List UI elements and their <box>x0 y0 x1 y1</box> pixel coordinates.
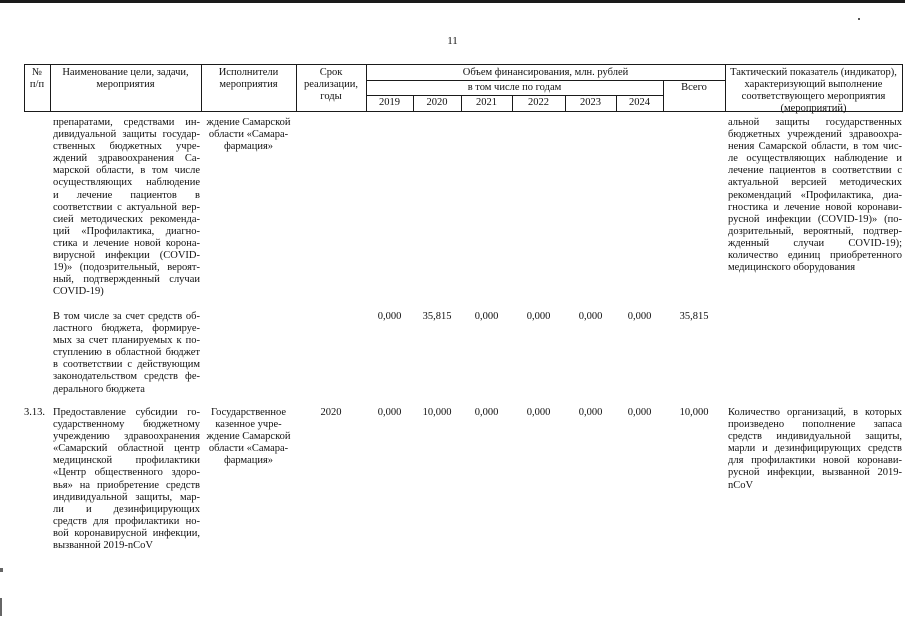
row3-name: Предоставление субсидии го- сударственному бюджетному учреждению здравоохранения «Самарский областной центр медицинской профилактики «Центр общественного здоро- вья» на приобретение средств индивидуальной защиты, мар- ли и дезинфицирующих средств для профилактики но- вой коронавирусной инфекции, вызванной 2019-nCoV <box>53 407 200 552</box>
years-subline <box>366 95 663 96</box>
header-by-year: в том числе по годам <box>467 82 562 93</box>
row3-num: 3.13. <box>24 407 45 418</box>
header-name: Наименование цели, задачи, мероприятия <box>62 67 189 90</box>
header-indicator: Тактический показатель (индикатор), характеризующий выполнение соответствующего мероприятия (мероприятий) <box>730 67 897 114</box>
row3-executors: Государственное казенное учре- ждение Самарской области «Самара- фармация» <box>206 407 291 467</box>
header-period: Срок реализации, годы <box>304 67 358 102</box>
scan-edge-mark <box>0 598 2 616</box>
header-year-2019: 2019 <box>379 97 400 108</box>
header-executors: Исполнители мероприятия <box>218 67 279 90</box>
header-year-2020: 2020 <box>426 97 448 108</box>
row3-period: 2020 <box>320 407 342 418</box>
row2-2021: 0,000 <box>474 311 499 322</box>
row3-2021: 0,000 <box>474 407 499 418</box>
header-top-line <box>24 64 902 65</box>
row3-indicator: Количество организаций, в которых произведено пополнение запаса средств индивидуальной защиты, марли и дезинфицирующих средств для профилактики новой коронави- русной инфекции, вызванной 2019- nCoV <box>728 407 902 491</box>
row2-2024: 0,000 <box>627 311 652 322</box>
top-border-rule <box>0 0 905 3</box>
funding-subline <box>366 80 725 81</box>
row3-total: 10,000 <box>679 407 709 418</box>
row2-2019: 0,000 <box>377 311 402 322</box>
row2-2023: 0,000 <box>578 311 603 322</box>
row3-2023: 0,000 <box>578 407 603 418</box>
header-year-2024: 2024 <box>629 97 650 108</box>
row1-indicator: альной защиты государственных бюджетных учреждений здравоохра- нения Самарской области, в том чис- ле осуществляющих наблюдение и лечение пациентов в соответствии с актуальной версией методических рекомендаций «Профилактика, диа- гностика и лечение новой коронави- русной инфекции (COVID-19)» (по- дозрительный, вероятный, подтвер- жденный случаи COVID-19); количество единиц приобретенного медицинского оборудования <box>728 117 902 274</box>
scan-edge-mark <box>0 568 3 572</box>
scan-speck <box>858 18 860 20</box>
header-total: Всего <box>681 82 707 93</box>
header-year-2021: 2021 <box>476 97 497 108</box>
row1-name: препаратами, средствами ин- дивидуальной защиты государ- ственных бюджетных учре- ждений здравоохранения Са- марской области, в том числе осуществляющих наблюдение и лечение пациентов в соответствии с актуальной вер- сией методических рекоменда- ций «Профилактика, диагно- стика и лечение новой корона- вирусной инфекции (COVID- 19)» (подозрительный, вероят- ный, подтвержденный случаи COVID-19) <box>53 117 200 298</box>
row2-name: В том числе за счет средств об- ластного бюджета, формируе- мых за счет планируемых к по- ступлению в областной бюджет в соответствии с действующим законодательством средств фе- дерального бюджета <box>53 311 200 395</box>
row2-2020: 35,815 <box>422 311 452 322</box>
page-number: 11 <box>447 35 458 47</box>
header-year-2022: 2022 <box>528 97 549 108</box>
row3-2019: 0,000 <box>377 407 402 418</box>
row2-2022: 0,000 <box>526 311 551 322</box>
header-year-2023: 2023 <box>580 97 601 108</box>
row3-2020: 10,000 <box>422 407 452 418</box>
col-divider <box>902 64 903 112</box>
header-funding: Объем финансирования, млн. рублей <box>462 67 629 78</box>
row3-2024: 0,000 <box>627 407 652 418</box>
row2-total: 35,815 <box>679 311 709 322</box>
row3-2022: 0,000 <box>526 407 551 418</box>
row1-executors: ждение Самарской области «Самара- фармация» <box>206 117 291 153</box>
header-num: № п/п <box>29 67 45 90</box>
